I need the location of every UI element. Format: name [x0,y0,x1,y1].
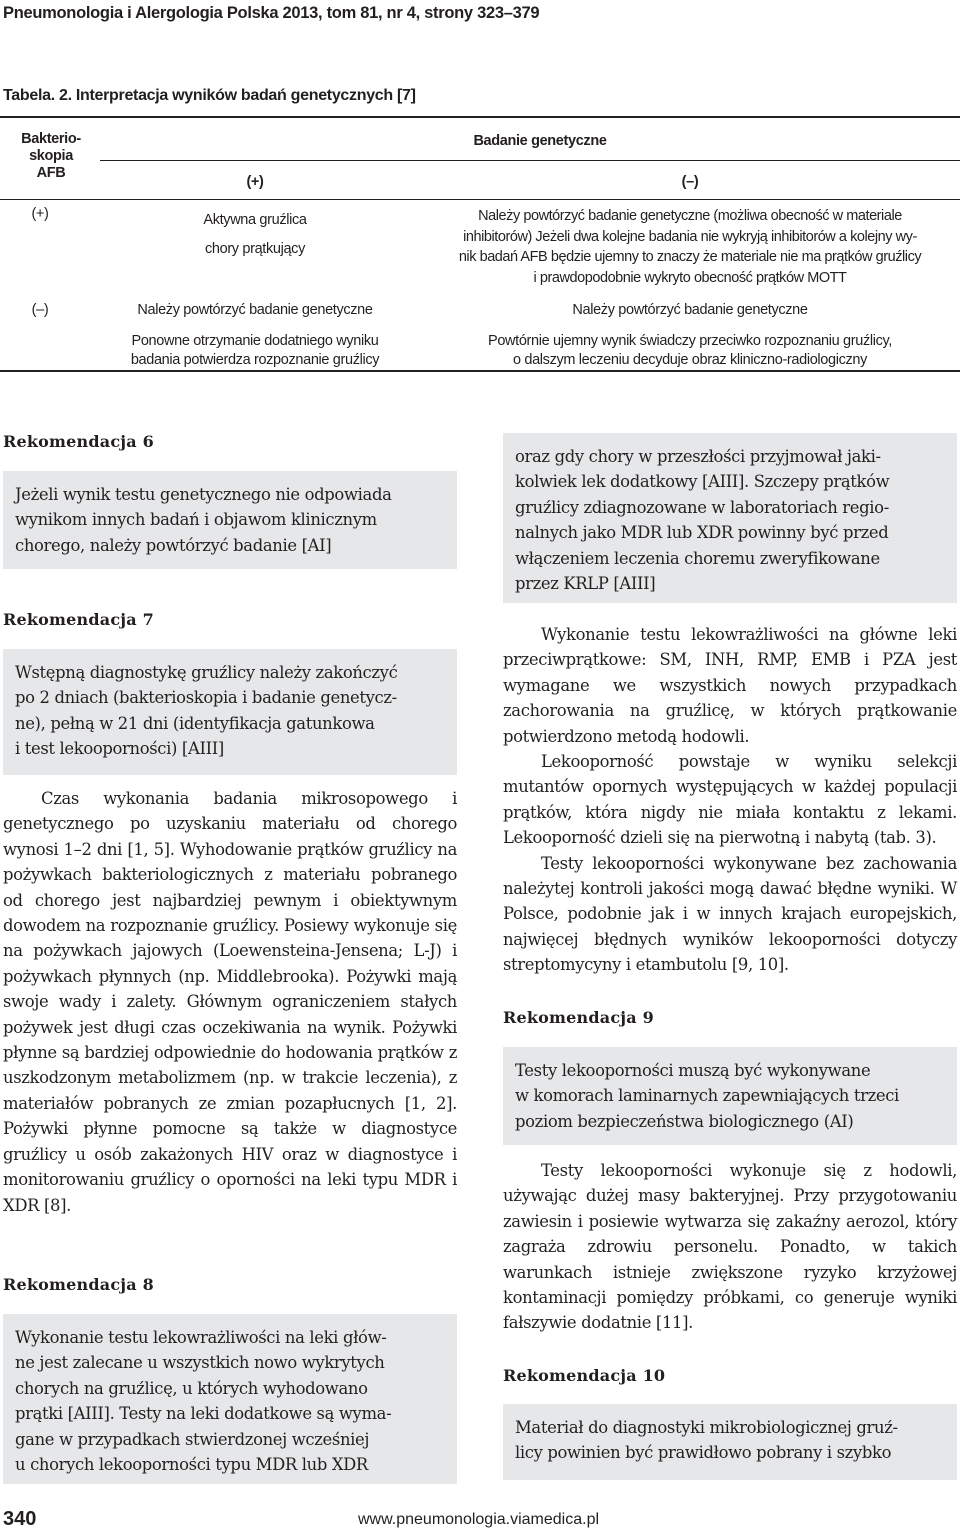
cell-line: inhibitorów) Jeżeli dwa kolejne badania nie wykryją inhibitorów a kolejny wy- [463,228,917,245]
rec-line: Wstępną diagnostykę gruźlicy należy zakończyć [15,663,398,682]
column-header-genetic: Badanie genetyczne [473,133,607,149]
genetic-header-rule [100,160,960,161]
cell-minus-plus: Należy powtórzyć badanie genetyczne [137,302,373,318]
paragraph: Czas wykonania badania mikrosopowego i genetycznego po uzyskaniu materiału od chorego wynosi 1–2 dni [1, 5]. Wyhodowanie prątków gruźlicy na pożywkach bakteriologicznych z materiału pobranego od chorego jest najbardziej pewnym i obiektywnym dowodem na rozpoznanie gruźlicy. Posiewy wykonuje się na pożywkach jajowych (Loewensteina-Jensena; L-J) i pożywkach płynnych (np. Middlebrooka). Pożywki mają swoje wady i zalety. Głównym ograniczeniem stałych pożywek jest długi czas oczekiwania na wynik. Pożywki płynne są bardziej odpowiednie do hodowania prątków z uszkodzonym metabolizmem (np. w trakcie leczenia), z materiałów pobranych ze zmian pozapłucnych [1, 2]. Pożywki płynne pomocne są także w diagnostyce gruźlicy u osób zakażonych HIV oraz w diagnostyce i monitorowaniu gruźlicy o oporności na leki typu MDR i XDR [8]. [3,789,457,1215]
rec-line: przez KRLP [AIII] [515,574,656,594]
rec6-box [3,471,457,569]
rec-line: po 2 dniach (bakterioskopia i badanie genetycz- [15,688,397,708]
rec-line: i test lekooporności) [AIII] [15,739,224,759]
rec7-box [3,649,457,775]
column-header-plus: (+) [246,174,264,190]
rec-line: u chorych lekooporności typu MDR lub XDR [15,1455,368,1475]
rec7-heading: Rekomendacja 7 [3,610,154,629]
cell-minus-plus-followup [100,332,410,370]
row-label-minus: (–) [31,302,49,318]
left-body-text [3,786,457,1218]
rec-line: gruźlicy zdiagnozowane w laboratoriach regio- [515,497,889,517]
rec-line: Testy lekooporności muszą być wykonywane [515,1061,871,1080]
rec-line: kolwiek lek dodatkowy [AIII]. Szczepy prątków [515,472,890,492]
journal-header: Pneumonologia i Alergologia Polska 2013, tom 81, nr 4, strony 323–379 [3,4,540,22]
header-line: AFB [36,165,66,181]
rec-line: chorego, należy powtórzyć badanie [AI] [15,535,332,555]
page-number: 340 [3,1508,37,1530]
rec8-heading: Rekomendacja 8 [3,1275,154,1294]
rec-line: licy powinien być prawidłowo pobrany i szybko [515,1443,892,1463]
column-header-bakterioskopia [6,131,96,182]
table-header-rule [0,199,960,200]
paragraph: Testy lekooporności wykonuje się z hodowli, używając dużej masy bakteryjnej. Przy przygotowaniu zawiesin i posiewie wytwarza się zakaźny aerozol, który zagraża zdrowiu personelu. Ponadto, w takich warunkach istnieje zwiększone ryzyko krzyżowej kontaminacji pomiędzy próbkami, co generuje wyniki fałszywie dodatnie [11]. [503,1161,957,1333]
column-header-minus: (–) [681,174,699,190]
rec-line: ne), pełną w 21 dni (identyfikacja gatunkowa [15,713,375,733]
paragraph: Lekooporność powstaje w wyniku selekcji mutantów opornych występujących w każdej populacji prątków, która nigdy nie miała kontaktu z lekami. Lekooporność dzieli się na pierwotną i nabytą (tab. 3). [503,752,957,848]
table-title: Tabela. 2. Interpretacja wyników badań genetycznych [7] [3,87,416,104]
rec-line: chorych na gruźlicę, u których wyhodowano [15,1378,368,1398]
cell-line: nik badań AFB będzie ujemny to znaczy że materiale nie ma prątków gruźlicy [458,249,922,265]
cell-line: Aktywna gruźlica [203,212,307,228]
rec-line: Materiał do diagnostyki mikrobiologicznej gruź- [515,1418,898,1437]
rec10-box [503,1404,957,1480]
rec6-heading: Rekomendacja 6 [3,432,154,451]
rec8-continuation-box [503,433,957,603]
rec-line: gane w przypadkach stwierdzonej wcześniej [15,1429,370,1449]
paragraph: Testy lekooporności wykonywane bez zachowania należytej kontroli jakości mogą dawać błędne wyniki. W Polsce, podobnie jak i w innych krajach europejskich, najwięcej błędnych wyników lekooporności dotyczy streptomycyny i etambutolu [9, 10]. [503,853,957,975]
rec-line: włączeniem leczenia choremu zweryfikowane [515,548,880,568]
paragraph: Wykonanie testu lekowrażliwości na główne leki przeciwprątkowe: SM, INH, RMP, EMB i PZA jest wymagane we wszystkich nowych przypadkach zachorowania na gruźlicę, w których prątkowanie potwierdzono metodą hodowli. [503,625,957,746]
rec-line: w komorach laminarnych zapewniających trzeci [515,1086,899,1106]
rec10-heading: Rekomendacja 10 [503,1366,666,1385]
rec-line: prątki [AIII]. Testy na leki dodatkowe są wyma- [15,1404,392,1424]
cell-line: Należy powtórzyć badanie genetyczne (możliwa obecność w materiale [478,208,902,224]
header-line: skopia [29,148,73,164]
row-label-plus: (+) [31,206,49,222]
rec-line: ne jest zalecane u wszystkich nowo wykrytych [15,1353,385,1373]
right-body-text-2 [503,1158,957,1336]
rec-line: Jeżeli wynik testu genetycznego nie odpowiada [15,485,392,504]
cell-plus-plus [160,206,350,264]
cell-line: Powtórnie ujemny wynik świadczy przeciwko rozpoznaniu gruźlicy, [488,333,892,349]
cell-minus-minus-followup [420,332,960,370]
header-line: Bakterio- [21,131,81,147]
rec-line: Wykonanie testu lekowrażliwości na leki głów- [15,1328,387,1347]
cell-plus-minus [420,206,960,288]
cell-line: o dalszym leczeniu decyduje obraz kliniczno-radiologiczny [512,352,867,368]
cell-line: Ponowne otrzymanie dodatniego wyniku [131,333,379,349]
rec9-box [503,1047,957,1145]
cell-line: i prawdopodobnie wykryto obecność prątków MOTT [533,269,847,286]
interpretation-table [0,116,960,372]
table-top-rule [0,116,960,118]
rec-line: oraz gdy chory w przeszłości przyjmował jaki- [515,447,881,466]
rec-line: wynikom innych badań i objawom klinicznym [15,510,377,530]
table-bottom-rule [0,370,960,372]
rec8-box [3,1314,457,1484]
right-body-text [503,622,957,978]
rec-line: poziom bezpieczeństwa biologicznego (AI) [515,1111,854,1131]
footer-url[interactable]: www.pneumonologia.viamedica.pl [358,1511,600,1528]
rec9-heading: Rekomendacja 9 [503,1008,654,1027]
cell-line: badania potwierdza rozpoznanie gruźlicy [130,352,380,368]
cell-line: chory prątkujący [205,241,305,257]
rec-line: nalnych jako MDR lub XDR powinny być przed [515,523,889,543]
cell-minus-minus: Należy powtórzyć badanie genetyczne [572,302,808,318]
